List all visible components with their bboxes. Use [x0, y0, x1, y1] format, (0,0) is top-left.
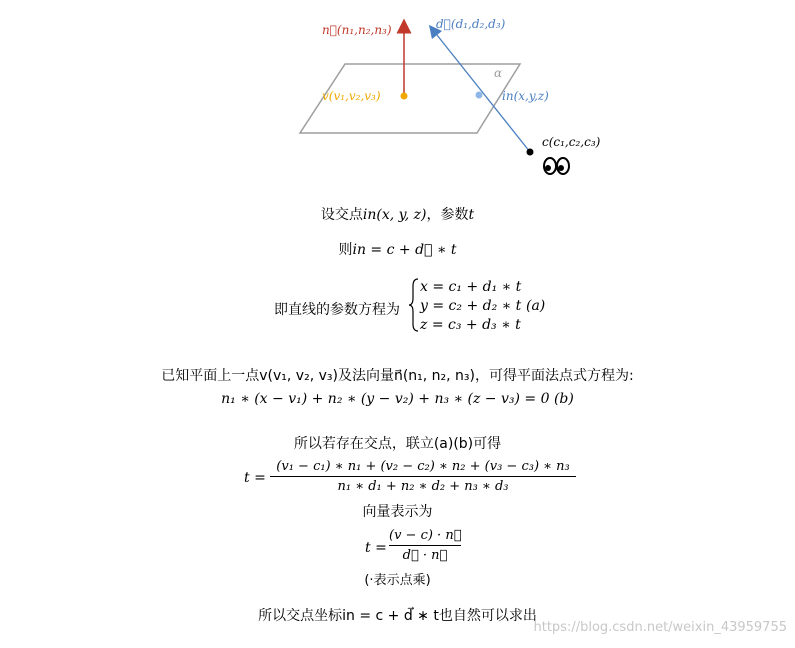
combine-statement: 所以若存在交点，联立(a)(b)可得 [293, 436, 502, 452]
system-brace [408, 278, 420, 332]
normal-vector-label: n⃗(n₁,n₂,n₃) [322, 23, 392, 37]
known-plane-statement: 已知平面上一点v(v₁, v₂, v₃)及法向量n⃗(n₁, n₂, n₃)，可得平面法点式方程为: [161, 368, 634, 384]
point-c [527, 149, 534, 156]
t-denominator: n₁ ∗ d₁ + n₂ ∗ d₂ + n₃ ∗ d₃ [337, 479, 509, 494]
tv-denominator: d⃗ · n⃗ [402, 548, 448, 563]
t-lhs: t = [244, 470, 266, 486]
intersection-point [476, 92, 483, 99]
plane-equation: n₁ ∗ (x − v₁) + n₂ ∗ (y − v₂) + n₃ ∗ (z − v₃) = 0 (b) [221, 391, 574, 407]
parametric-equations [420, 278, 521, 335]
point-v [401, 93, 408, 100]
t-fraction [270, 458, 576, 495]
param-eq-y: y = c₂ + d₂ ∗ t [420, 298, 522, 314]
t-vector-fraction [389, 527, 461, 564]
watermark: https://blog.csdn.net/weixin_43959755 [533, 620, 787, 635]
intersection-label: in(x,y,z) [502, 89, 549, 103]
intersection-formula: 则in = c + d⃗ ∗ t [338, 242, 457, 258]
param-eq-x: x = c₁ + d₁ ∗ t [420, 279, 522, 295]
point-v-label: v(v₁,v₂,v₃) [322, 89, 381, 103]
final-statement: 所以交点坐标in = c + d⃗ ∗ t也自然可以求出 [258, 608, 537, 624]
eyes-icon [544, 158, 569, 174]
direction-vector-label: d⃗(d₁,d₂,d₃) [436, 17, 506, 31]
plane-label: α [494, 66, 503, 80]
tv-numerator: (v − c) · n⃗ [389, 528, 462, 543]
vector-form-statement: 向量表示为 [362, 504, 433, 520]
point-c-label: c(c₁,c₂,c₃) [542, 135, 601, 149]
intersection-diagram [0, 0, 795, 200]
fraction-bar [270, 476, 576, 477]
intersection-definition: 设交点in(x, y, z)，参数t [320, 207, 475, 223]
param-tag: (a) [526, 298, 546, 314]
parametric-label: 即直线的参数方程为 [274, 302, 400, 318]
dot-product-note: (·表示点乘) [364, 573, 431, 588]
tv-lhs: t = [365, 540, 387, 556]
param-eq-z: z = c₃ + d₃ ∗ t [420, 317, 521, 333]
fraction-bar [389, 545, 461, 546]
t-numerator: (v₁ − c₁) ∗ n₁ + (v₂ − c₂) ∗ n₂ + (v₃ − c₃) ∗ n₃ [276, 459, 570, 474]
